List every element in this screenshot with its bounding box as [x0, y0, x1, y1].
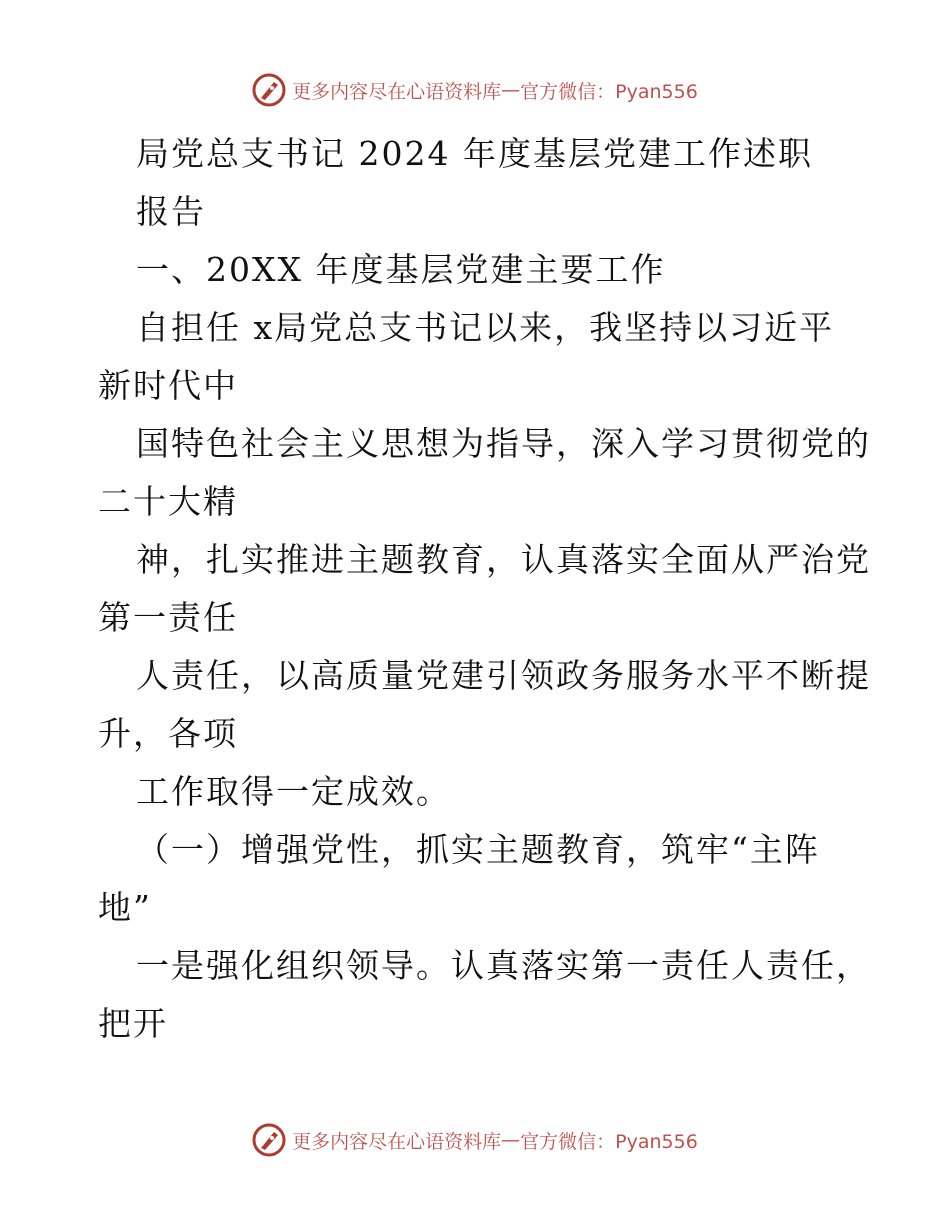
text-line: 工作取得一定成效。 — [136, 772, 451, 811]
text-line: 第一责任 — [98, 598, 238, 637]
text-line: （一）增强党性，抓实主题教育，筑牢“主阵 — [136, 830, 820, 869]
text-line: 局党总支书记 2024 年度基层党建工作述职 — [136, 134, 813, 173]
text-line: 自担任 x局党总支书记以来，我坚持以习近平 — [136, 308, 835, 347]
text-line: 升，各项 — [98, 714, 238, 753]
banner-separator: — — [501, 79, 521, 101]
text-line: 地” — [98, 888, 152, 927]
text-line: 一、20XX 年度基层党建主要工作 — [136, 250, 666, 289]
pen-nib-logo-icon — [252, 73, 286, 107]
text-line: 一是强化组织领导。认真落实第一责任人责任， — [136, 946, 871, 985]
banner-wechat: 官方微信：Pyan556 — [520, 80, 698, 103]
banner-text: 更多内容尽在心语资料库 — [292, 80, 502, 103]
banner-text: 更多内容尽在心语资料库 — [292, 1130, 502, 1153]
text-line: 国特色社会主义思想为指导，深入学习贯彻党的 — [136, 424, 871, 463]
banner-wechat: 官方微信：Pyan556 — [520, 1130, 698, 1153]
footer-watermark — [0, 1120, 950, 1160]
header-watermark — [0, 70, 950, 110]
document-body — [98, 125, 871, 1053]
text-line: 神，扎实推进主题教育，认真落实全面从严治党 — [136, 540, 871, 579]
text-line: 二十大精 — [98, 482, 238, 521]
text-line: 新时代中 — [98, 366, 238, 405]
text-line: 把开 — [98, 1004, 168, 1043]
pen-nib-logo-icon — [252, 1123, 286, 1157]
text-line: 报告 — [136, 192, 206, 231]
banner-separator: — — [501, 1129, 521, 1151]
text-line: 人责任，以高质量党建引领政务服务水平不断提 — [136, 656, 871, 695]
